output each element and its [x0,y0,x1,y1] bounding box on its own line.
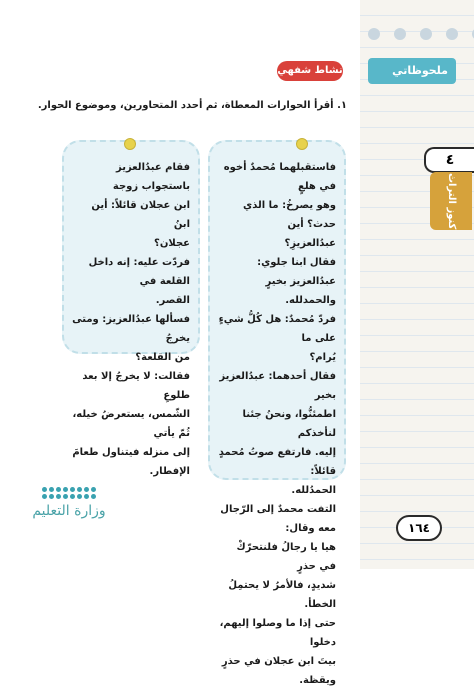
notes-sidebar [360,0,474,569]
dialogue-line: ابن عجلان قائلاً: أين ابنُ [91,200,190,230]
dialogue-line: فقال ابنا جلوي: عبدُالعزيز بخيرٍ [257,257,336,287]
dialogue-line: إلى منزله فيتناول طعامَ الإفطار. [72,447,190,477]
dialogue-card-right [208,140,346,686]
ring-icon [394,28,406,40]
dialogue-line: عجلان؟ [154,238,190,249]
dialogue-line: يُرام؟ [309,352,336,363]
dialogue-line: فاستقبلهما مُحمدٌ أخوه في هلعٍ [223,162,336,192]
page-number: ١٦٤ [396,515,442,541]
dialogue-line: فقالت: لا يخرجُ إلا بعد طلوعِ [82,371,190,401]
ring-icon [446,28,458,40]
dialogue-line: هيا يا رجالُ فلنتحرّكْ في حذرٍ [236,542,336,572]
dialogue-line: اطمئنُّوا، ونحنُ جئنا لنأخذكم [242,409,336,439]
dialogue-line: التفت محمدٌ إلى الرّجال معه وقال: [220,504,336,534]
dialogue-line: فسألها عبدُالعزيز: ومتى يخرجُ [72,314,190,344]
dialogue-line: شديدٍ، فالأمرُ لا يحتمِلُ الخطأ. [228,580,336,610]
dialogue-line: من القلعة؟ [135,352,190,363]
dialogue-text-right [218,158,336,690]
ring-icon [368,28,380,40]
dialogue-line: وهو يصرخُ: ما الذي حدث؟ أين [243,200,336,230]
dialogue-line: عبدُالعزيزِ؟ [284,238,336,249]
ministry-logo [14,487,124,547]
pin-icon [296,138,308,150]
dialogue-line: فقال أحدهما: عبدُالعزيز بخير [219,371,336,401]
unit-tab: كنوز التراث [430,172,472,230]
dialogue-line: فقام عبدُالعزيز باستجواب زوجة [112,162,190,192]
notes-header: ملحوظاتي [368,58,456,84]
dialogue-line: إليه. فارتفع صوتُ مُحمدٍ قائلاً: [218,447,336,477]
dialogue-text-left [72,158,190,481]
dialogue-card-left [62,140,200,477]
ministry-name: وزارة التعليم [32,503,106,519]
dialogue-line: والحمدلله. [285,295,336,306]
dialogue-line: الحمدُلله. [291,485,336,496]
dialogue-line: فردّ مُحمدٌ: هل كُلُّ شيءٍ على ما [218,314,336,344]
logo-dots-icon [42,487,124,499]
dialogue-line: القصر. [155,295,190,306]
activity-badge: نشاط شفهي [277,61,343,81]
dialogue-line: الشّمس، يستعرضُ خيله، ثُمّ يأتي [72,409,190,439]
ring-icon [420,28,432,40]
dialogue-line: فردّت عليه: إنه داخل القلعة في [88,257,190,287]
pin-icon [124,138,136,150]
binder-rings [368,28,474,40]
dialogue-line: حتى إذا ما وصلوا إليهم، دخلوا [219,618,336,648]
activity-instruction: ١. أقرأ الحوارات المعطاة، ثم أحدد المتحاورين، وموضوع الحوار. [37,100,347,111]
dialogue-line: بيتَ ابن عجلان في حذرٍ ويقظة. [221,656,336,686]
unit-number: ٤ [424,147,474,173]
